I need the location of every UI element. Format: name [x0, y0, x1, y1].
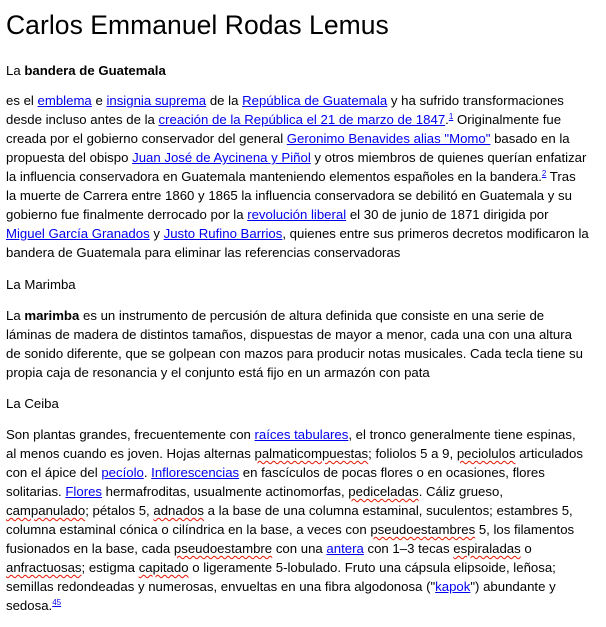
text: fusionados en la base, cada — [6, 541, 174, 556]
text: e — [91, 93, 107, 108]
text: en fascículos de pocas flores o en ocasiones, flores — [239, 465, 545, 480]
text: La — [6, 308, 25, 323]
link-raices-tabulares[interactable]: raíces tabulares — [254, 427, 349, 442]
bandera-paragraph — [6, 91, 598, 262]
misspelled-word: campanulado — [6, 503, 86, 518]
text: basado en la — [490, 131, 570, 146]
text: . — [445, 112, 449, 127]
text: con una — [272, 541, 327, 556]
link-geronimo-benavides[interactable]: Geronimo Benavides alias "Momo" — [286, 131, 491, 146]
text: y otros miembros de quienes querían enfatizar — [310, 150, 587, 165]
text: propuesta del obispo — [6, 150, 133, 165]
link-juan-jose-de-aycinena[interactable]: Juan José de Aycinena y Piñol — [132, 150, 311, 165]
text: solitarias. — [6, 484, 66, 499]
text: la influencia conservadora en Guatemala manteniendo elementos españoles en la bandera. — [6, 169, 542, 184]
misspelled-word: adnados — [153, 503, 204, 518]
link-inflorescencias[interactable]: Inflorescencias — [151, 465, 240, 480]
link-peciolo[interactable]: pecíolo — [101, 465, 144, 480]
heading-text: La Marimba — [6, 277, 76, 292]
text: , el tronco generalmente tiene espinas, — [348, 427, 576, 442]
text: creada por el gobierno conservador del general — [6, 131, 287, 146]
text: el 30 de junio de 1871 dirigida por — [346, 207, 549, 222]
text: y — [149, 226, 164, 241]
misspelled-word: peciolulos — [456, 446, 516, 461]
text: a la base de una columna estaminal, suculentos; estambres 5, — [203, 503, 573, 518]
link-insignia-suprema[interactable]: insignia suprema — [106, 93, 207, 108]
text: propia caja de resonancia y el conjunto está fijo en un armazón con pata — [6, 365, 430, 380]
footnote-ref-1[interactable]: 1 — [448, 112, 454, 121]
link-justo-rufino-barrios[interactable]: Justo Rufino Barrios — [163, 226, 283, 241]
misspelled-word: espiraladas — [453, 541, 521, 556]
bold-text: marimba — [24, 308, 80, 323]
bandera-heading — [6, 61, 598, 80]
heading-text: La Ceiba — [6, 396, 59, 411]
misspelled-word: anfractuosas — [6, 560, 82, 575]
text: Tras — [546, 169, 576, 184]
link-emblema[interactable]: emblema — [37, 93, 92, 108]
text: de la — [206, 93, 243, 108]
text: o ligeramente 5-lobulado. Fruto una cápsula elipsoide, leñosa; — [188, 560, 556, 575]
text: ; foliolos 5 a 9, — [368, 446, 457, 461]
text: láminas de madera de distintos tamaños, dispuestas de mayor a menor, cada una con una altura — [6, 327, 572, 342]
text: , quienes entre sus primeros decretos modificaron la — [282, 226, 589, 241]
link-revolucion-liberal[interactable]: revolución liberal — [247, 207, 347, 222]
text: . Cáliz grueso, — [418, 484, 503, 499]
text: bandera de Guatemala para eliminar las referencias conservadoras — [6, 245, 401, 260]
link-republica-de-guatemala[interactable]: República de Guatemala — [242, 93, 388, 108]
text: desde incluso antes de la — [6, 112, 159, 127]
text: ; pétalos 5, — [85, 503, 154, 518]
text: gobierno fue finalmente derrocado por la — [6, 207, 248, 222]
document-title: Carlos Emmanuel Rodas Lemus — [6, 10, 389, 40]
text: Originalmente fue — [453, 112, 562, 127]
link-antera[interactable]: antera — [326, 541, 364, 556]
text: sedosa. — [6, 598, 53, 613]
link-creacion-de-la-republica[interactable]: creación de la República el 21 de marzo de 1847 — [158, 112, 446, 127]
misspelled-word: capitado — [138, 560, 189, 575]
ceiba-heading — [6, 394, 598, 413]
misspelled-word: pseudoestambre — [173, 541, 273, 556]
heading-text: La — [6, 63, 25, 78]
link-flores[interactable]: Flores — [65, 484, 103, 499]
footnote-ref-45[interactable]: 45 — [52, 598, 62, 607]
misspelled-word: palmaticompuestas — [254, 446, 369, 461]
text: Son plantas grandes, frecuentemente con — [6, 427, 255, 442]
marimba-paragraph — [6, 306, 598, 382]
text: semillas redondeadas y numerosas, envueltas en una fibra algodonosa (" — [6, 579, 436, 594]
text: . — [143, 465, 152, 480]
text: al menos cuando es joven. Hojas alternas — [6, 446, 255, 461]
text: o — [520, 541, 532, 556]
link-kapok[interactable]: kapok — [435, 579, 471, 594]
text: hermafroditas, usualmente actinomorfas, — [102, 484, 349, 499]
text: es un instrumento de percusión de altura definida que consiste en una serie de — [79, 308, 545, 323]
text: con el ápice del — [6, 465, 102, 480]
text: y ha sufrido transformaciones — [387, 93, 564, 108]
marimba-heading — [6, 275, 598, 294]
heading-bold-text: bandera de Guatemala — [24, 63, 166, 78]
misspelled-word: pseudoestambres — [370, 522, 476, 537]
text: articulados — [515, 446, 583, 461]
text: la muerte de Carrera entre 1860 y 1865 la influencia conservadora se debilitó en Guatemala y su — [6, 188, 572, 203]
misspelled-word: pediceladas — [348, 484, 419, 499]
text: 5, los filamentos — [475, 522, 575, 537]
text: es el — [6, 93, 38, 108]
text: ; estigma — [81, 560, 139, 575]
footnote-ref-2[interactable]: 2 — [541, 169, 547, 178]
text: de sonido diferente, que se golpean con mazos para producir notas musicales. Cada tecla tiene su — [6, 346, 583, 361]
ceiba-paragraph — [6, 425, 598, 615]
text: columna estaminal cónica o cilíndrica en la base, a veces con — [6, 522, 371, 537]
link-miguel-garcia-granados[interactable]: Miguel García Granados — [6, 226, 150, 241]
text: con 1–3 tecas — [363, 541, 454, 556]
text: ") abundante y — [470, 579, 556, 594]
